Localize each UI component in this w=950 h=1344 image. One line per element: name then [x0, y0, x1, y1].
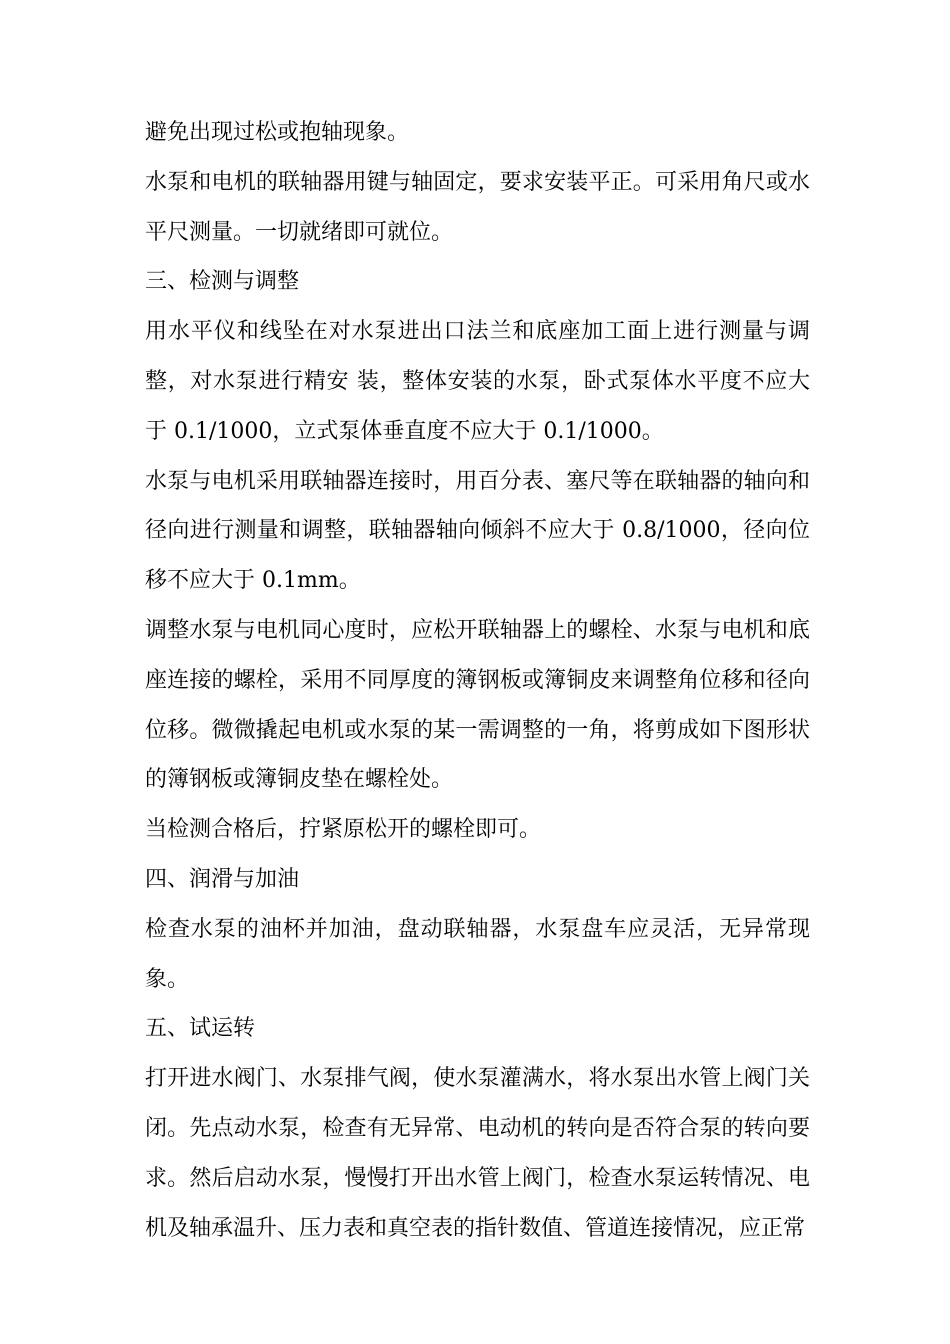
paragraph-bearing-fit: 避免出现过松或抱轴现象。	[145, 120, 410, 145]
paragraph-level-measurement: 用水平仪和线坠在对水泵进出口法兰和底座加工面上进行测量与调整，对水泵进行精安 装，整体安装的水泵，卧式泵体水平度不应大于 0.1/1000，立式泵体垂直度不应大于 0.1/1000。	[145, 319, 810, 444]
document-body	[145, 108, 810, 1253]
section-heading-trial-run: 五、试运转	[145, 1016, 256, 1042]
paragraph-tighten-bolts: 当检测合格后，拧紧原松开的螺栓即可。	[145, 817, 542, 843]
paragraph-trial-run-procedure: 打开进水阀门、水泵排气阀，使水泵灌满水，将水泵出水管上阀门关闭。先点动水泵，检查有无异常、电动机的转向是否符合泵的转向要求。然后启动水泵，慢慢打开出水管上阀门，检查水泵运转情况、电机及轴承温升、压力表和真空表的指针数值、管道连接情况，应正常	[145, 1066, 810, 1241]
paragraph-coupling-key: 水泵和电机的联轴器用键与轴固定，要求安装平正。可采用角尺或水平尺测量。一切就绪即可就位。	[145, 169, 810, 245]
section-heading-lubrication: 四、润滑与加油	[145, 866, 300, 892]
paragraph-concentricity-adjustment: 调整水泵与电机同心度时，应松开联轴器上的螺栓、水泵与电机和底座连接的螺栓，采用不同厚度的簿钢板或簿铜皮来调整角位移和径向位移。微微撬起电机或水泵的某一需调整的一角，将剪成如下图形状的簿钢板或簿铜皮垫在螺栓处。	[145, 617, 810, 793]
section-heading-inspection-adjustment: 三、检测与调整	[145, 269, 300, 295]
paragraph-coupling-alignment: 水泵与电机采用联轴器连接时，用百分表、塞尺等在联轴器的轴向和径向进行测量和调整，联轴器轴向倾斜不应大于 0.8/1000，径向位移不应大于 0.1mm。	[145, 468, 810, 594]
paragraph-oil-check: 检查水泵的油杯并加油，盘动联轴器，水泵盘车应灵活，无异常现象。	[145, 916, 810, 992]
